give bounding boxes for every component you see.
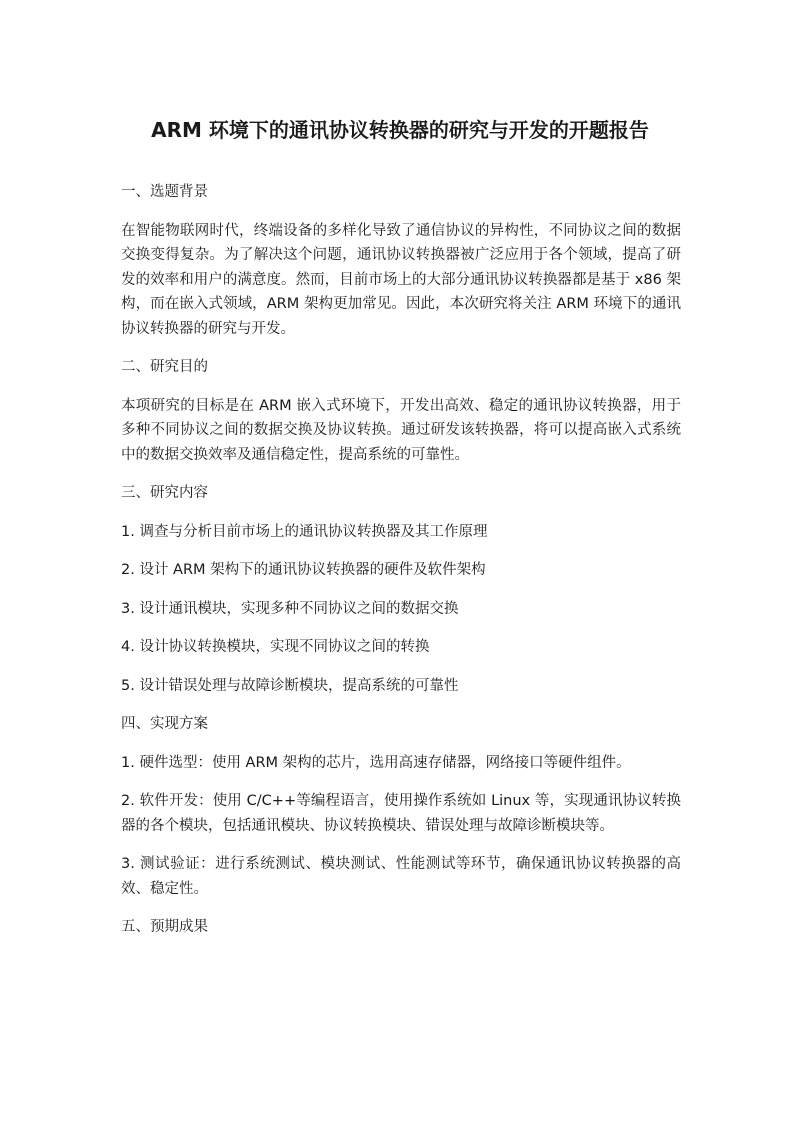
section-heading-results: 五、预期成果 (121, 919, 208, 935)
background-paragraph: 在智能物联网时代，终端设备的多样化导致了通信协议的异构性，不同协议之间的数据交换变得复杂。为了解决这个问题，通讯协议转换器被广泛应用于各个领域，提高了研发的效率和用户的满意度。然而，目前市场上的大部分通讯协议转换器都是基于 x86 架构，而在嵌入式领域，ARM 架构更加常见。因此，本次研究将关注 ARM 环境下的通讯协议转换器的研究与开发。 (121, 222, 681, 337)
plan-item-2: 2. 软件开发：使用 C/C++等编程语言，使用操作系统如 Linux 等，实现通讯协议转换器的各个模块，包括通讯模块、协议转换模块、错误处理与故障诊断模块等。 (121, 793, 681, 834)
section-heading-background: 一、选题背景 (121, 184, 208, 200)
content-item-2: 2. 设计 ARM 架构下的通讯协议转换器的硬件及软件架构 (121, 562, 486, 578)
content-item-4: 4. 设计协议转换模块，实现不同协议之间的转换 (121, 639, 430, 655)
purpose-paragraph: 本项研究的目标是在 ARM 嵌入式环境下，开发出高效、稳定的通讯协议转换器，用于多种不同协议之间的数据交换及协议转换。通过研发该转换器，将可以提高嵌入式系统中的数据交换效率及通信稳定性，提高系统的可靠性。 (121, 397, 681, 463)
plan-item-1: 1. 硬件选型：使用 ARM 架构的芯片，选用高速存储器，网络接口等硬件组件。 (121, 754, 631, 771)
plan-item-3: 3. 测试验证：进行系统测试、模块测试、性能测试等环节，确保通讯协议转换器的高效、稳定性。 (121, 856, 681, 897)
content-item-5: 5. 设计错误处理与故障诊断模块，提高系统的可靠性 (121, 677, 459, 694)
document-title: ARM 环境下的通讯协议转换器的研究与开发的开题报告 (151, 118, 649, 142)
section-heading-plan: 四、实现方案 (121, 716, 208, 732)
content-item-3: 3. 设计通讯模块，实现多种不同协议之间的数据交换 (121, 600, 459, 617)
section-heading-purpose: 二、研究目的 (121, 359, 208, 375)
section-heading-content: 三、研究内容 (121, 485, 208, 501)
content-item-1: 1. 调查与分析目前市场上的通讯协议转换器及其工作原理 (121, 523, 488, 540)
document-body (121, 180, 681, 954)
